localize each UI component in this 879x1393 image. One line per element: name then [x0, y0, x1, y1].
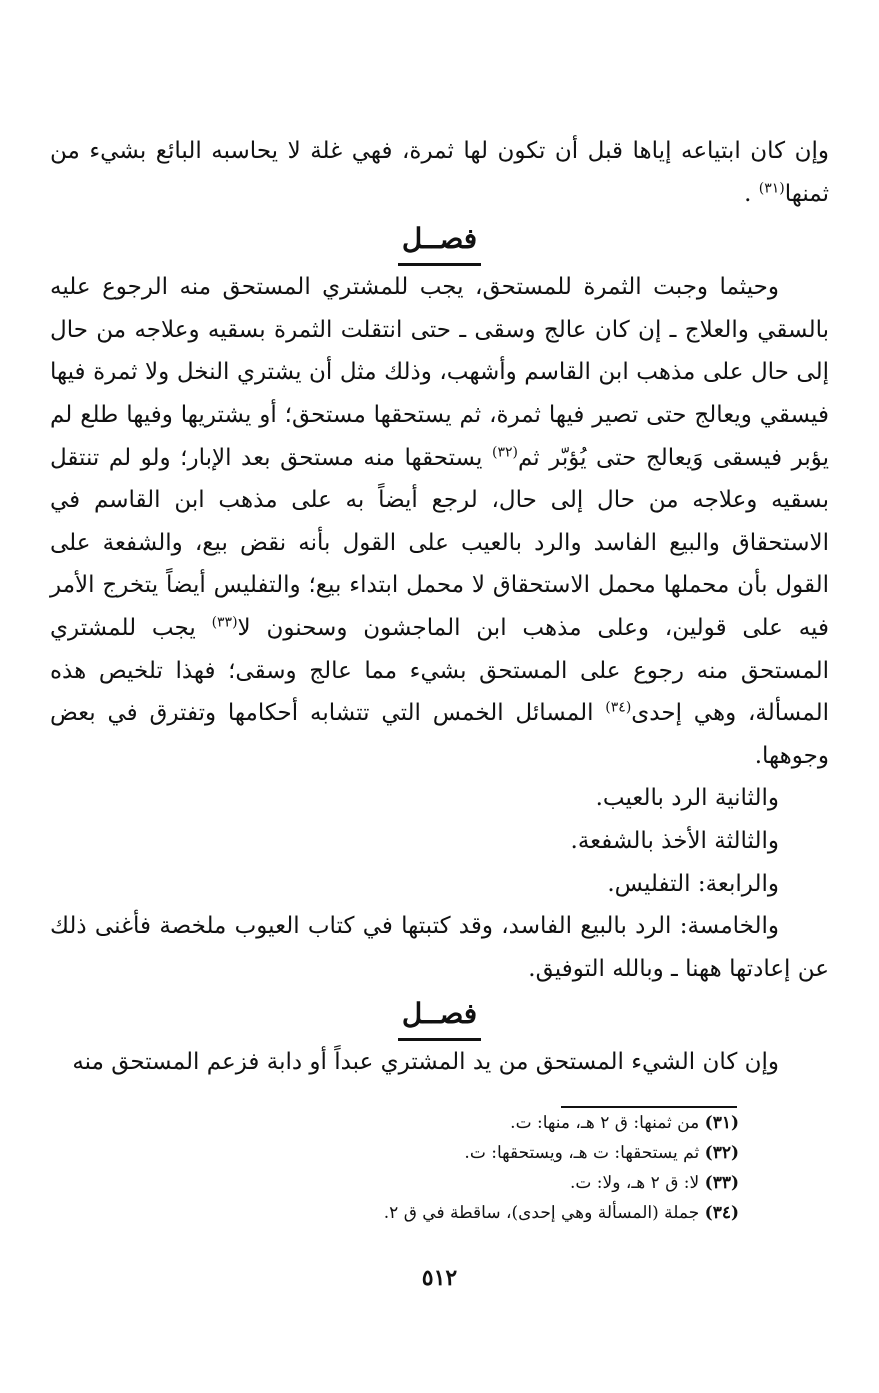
- section-heading-2-text: فصــل: [398, 992, 481, 1041]
- main-paragraph-part3: يجب للمشتري المستحق منه رجوع على المستحق بشيء مما عالج وسقى؛ فهذا تلخيص هذه المسألة، وهي إحدى: [50, 614, 829, 727]
- main-paragraph: [50, 266, 829, 777]
- footnote-text: لا: ق ٢ هـ، ولا: ت.: [569, 1173, 700, 1193]
- intro-text: وإن كان ابتياعه إياها قبل أن تكون لها ثمرة، فهي غلة لا يحاسبه البائع بشيء من ثمنها: [50, 138, 829, 207]
- footnote-number: (٣٢): [704, 1143, 739, 1163]
- footnote-text: ثم يستحقها: ت هـ، ويستحقها: ت.: [464, 1143, 700, 1163]
- section-heading-2: [50, 992, 829, 1041]
- section-heading-1: [50, 217, 829, 266]
- footnote-number: (٣٤): [704, 1203, 739, 1223]
- section-heading-1-text: فصــل: [398, 217, 481, 266]
- main-paragraph-part4: المسائل الخمس التي تتشابه أحكامها وتفترق في بعض وجوهها.: [50, 700, 829, 769]
- intro-end: .: [744, 180, 752, 207]
- page-body: [50, 130, 829, 1084]
- footnote-ref-34: (٣٤): [605, 699, 632, 716]
- list-item-fourth: والرابعة: التفليس.: [607, 870, 779, 897]
- intro-paragraph: [50, 130, 829, 215]
- footnote-32: [289, 1138, 739, 1168]
- footnote-text: جملة (المسألة وهي إحدى)، ساقطة في ق ٢.: [383, 1203, 700, 1223]
- footnotes: [289, 1108, 739, 1228]
- footnote-number: (٣٣): [704, 1173, 739, 1193]
- footnote-ref-31: (٣١): [758, 179, 785, 196]
- list-item-fifth: والخامسة: الرد بالبيع الفاسد، وقد كتبتها في كتاب العيوب ملخصة فأغنى ذلك عن إعادتها ههنا ـ وبالله التوفيق.: [50, 913, 829, 982]
- footnote-ref-32: (٣٢): [491, 443, 518, 460]
- closing-paragraph: وإن كان الشيء المستحق من يد المشتري عبداً أو دابة فزعم المستحق منه: [72, 1049, 779, 1076]
- footnote-text: من ثمنها: ق ٢ هـ، منها: ت.: [510, 1113, 700, 1133]
- list-item-third: والثالثة الأخذ بالشفعة.: [570, 827, 779, 854]
- footnote-31: [289, 1108, 739, 1138]
- list-item-second: والثانية الرد بالعيب.: [595, 785, 779, 812]
- footnote-number: (٣١): [704, 1113, 739, 1133]
- main-paragraph-part1: وحيثما وجبت الثمرة للمستحق، يجب للمشتري المستحق منه الرجوع عليه بالسقي والعلاج ـ إن كان عالج وسقى ـ حتى انتقلت الثمرة بسقيه وعلاجه من حال إلى حال على مذهب ابن القاسم وأشهب، وذلك مثل أن يشتري النخل ولا ثمرة فيها فيسقي ويعالج حتى تصير فيها ثمرة، ثم يستحقها مستحق؛ أو يشتريها وفيها طلع لم يؤبر فيسقى وَيعالج حتى يُؤبّر ثم: [50, 274, 829, 471]
- main-paragraph-part2: يستحقها منه مستحق بعد الإبار؛ ولو لم تنتقل بسقيه وعلاجه من حال إلى حال، لرجع أيضاً به على مذهب ابن القاسم في الاستحقاق والبيع الفاسد والرد بالعيب على القول بأنه نقض بيع، والشفعة على القول بأن محملها محمل الاستحقاق لا محمل ابتداء بيع؛ والتفليس أيضاً يتخرج الأمر فيه على قولين، وعلى مذهب ابن الماجشون وسحنون لا: [50, 444, 829, 641]
- footnote-33: [289, 1168, 739, 1198]
- footnote-34: [289, 1198, 739, 1228]
- page-number: ٥١٢: [421, 1265, 458, 1291]
- footnote-ref-33: (٣٣): [211, 614, 238, 631]
